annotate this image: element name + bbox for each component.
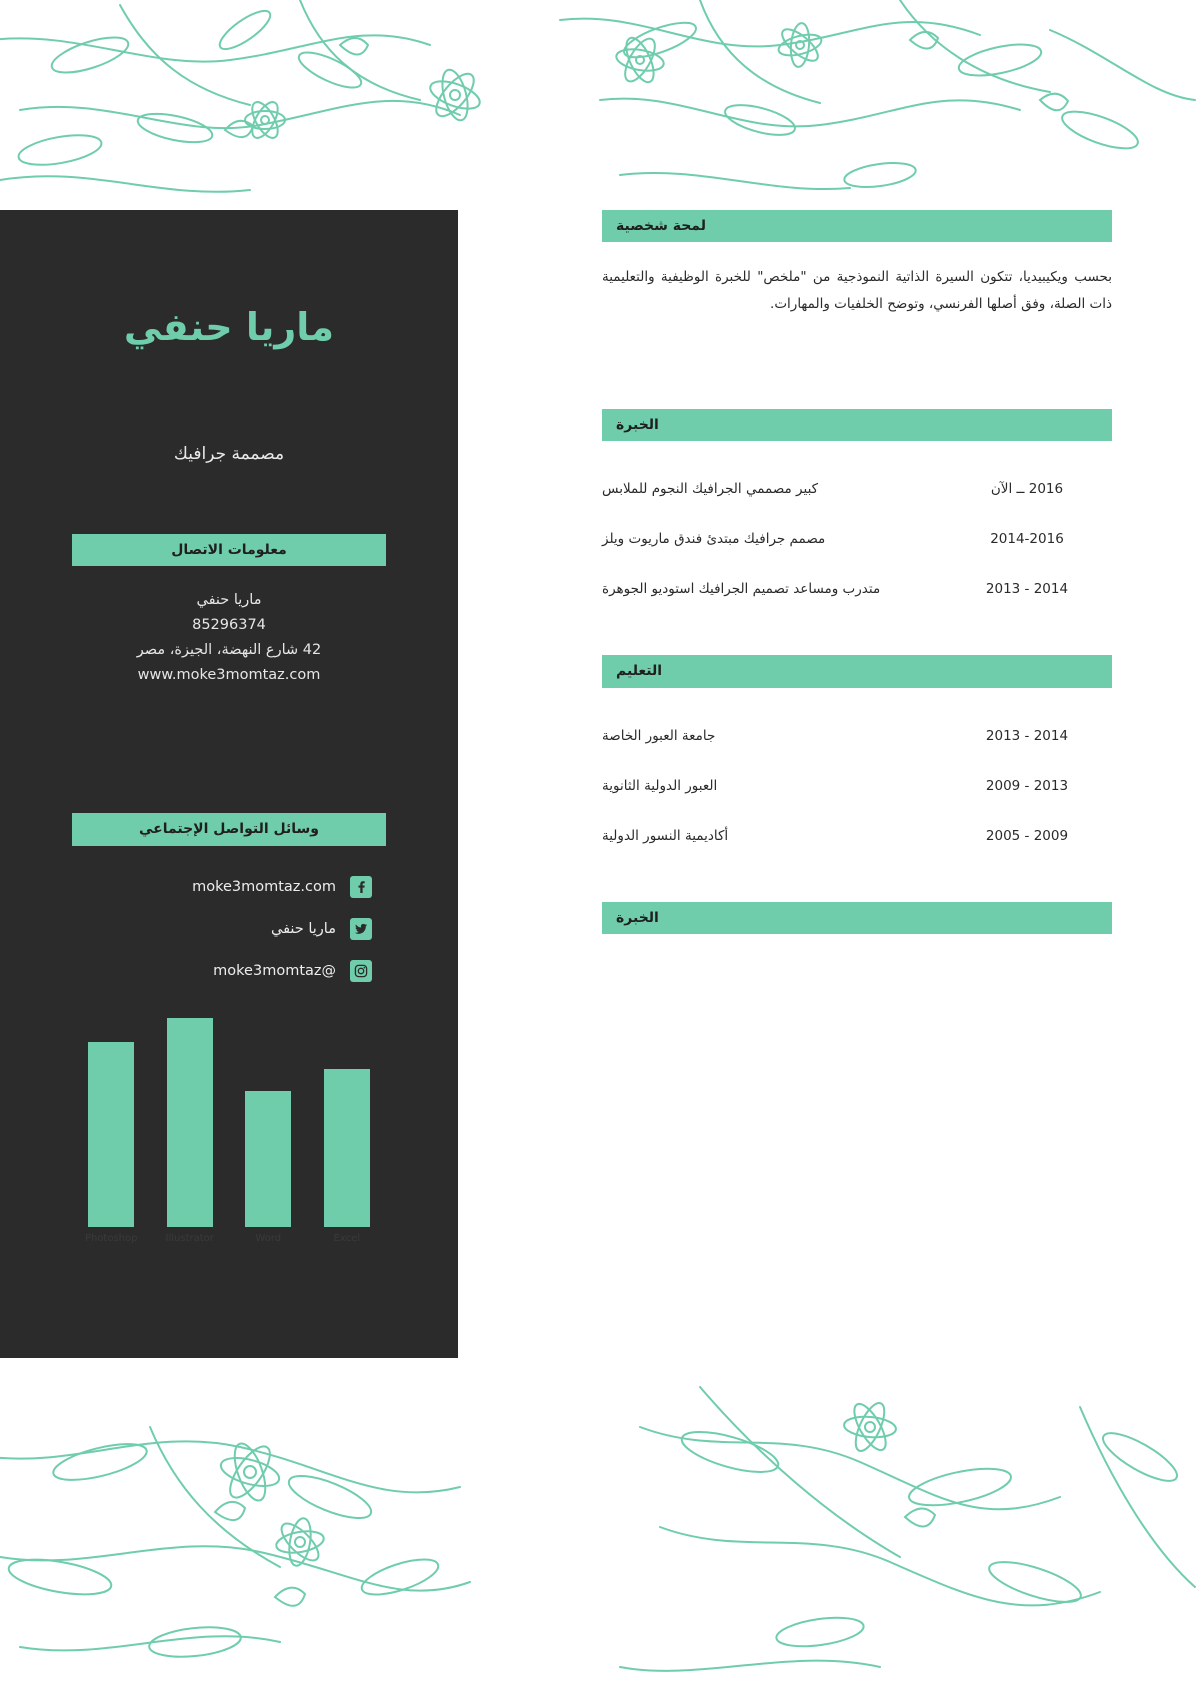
chart-bar-label: Illustrator [165, 1233, 214, 1244]
chart-plot-area [78, 1018, 380, 1244]
social-section-header: وسائل التواصل الإجتماعي [72, 813, 386, 845]
list-item [602, 728, 1112, 744]
social-label-facebook: moke3momtaz.com [192, 878, 336, 895]
chart-bar-group [78, 1018, 144, 1244]
chart-bar-group [314, 1018, 380, 1244]
contact-line-phone: 85296374 [192, 617, 266, 634]
chart-bar-label: Excel [333, 1233, 361, 1244]
profile-panel [0, 210, 458, 1358]
education-period: 2009 - 2013 [985, 777, 1069, 794]
spacer [602, 844, 1112, 902]
education-period: 2005 - 2009 [985, 827, 1069, 844]
twitter-icon [350, 918, 372, 940]
contact-section-header: معلومات الاتصال [72, 534, 386, 566]
education-period: 2013 - 2014 [985, 727, 1069, 744]
contact-details [0, 588, 458, 688]
experience-detail: مصمم جرافيك مبتدئ فندق ماريوت ويلز [602, 531, 826, 548]
experience-detail: كبير مصممي الجرافيك النجوم للملابس [602, 481, 819, 498]
summary-section-header: لمحة شخصية [602, 210, 1112, 242]
list-item [602, 828, 1112, 844]
list-item [602, 581, 1112, 597]
job-title: مصممة جرافيك [173, 444, 285, 464]
social-item-twitter[interactable] [0, 918, 372, 940]
list-item [602, 481, 1112, 497]
social-item-instagram[interactable] [0, 960, 372, 982]
chart-bar-group [235, 1018, 301, 1244]
chart-bar-group [157, 1018, 223, 1244]
spacer [602, 597, 1112, 655]
facebook-icon [350, 876, 372, 898]
chart-bar [324, 1069, 370, 1227]
page-title: ماريا حنفي [123, 305, 335, 349]
skills-bar-chart [0, 1010, 458, 1270]
experience-period: 2014-2016 [990, 531, 1064, 548]
education-detail: أكاديمية النسور الدولية [602, 827, 729, 844]
chart-bar [88, 1042, 134, 1227]
experience-period: 2016 ــ الآن [990, 481, 1064, 498]
education-section-header: التعليم [602, 655, 1112, 687]
social-links [0, 876, 458, 982]
summary-text: بحسب ويكيبيديا، تتكون السيرة الذاتية النموذجية من "ملخص" للخبرة الوظيفية والتعليمية ذات الصلة، وفق أصلها الفرنسي، وتوضح الخلفيات والمهارات. [602, 269, 1112, 312]
social-label-twitter: ماريا حنفي [270, 920, 336, 937]
spacer [602, 317, 1112, 409]
experience-section-header: الخبرة [602, 409, 1112, 441]
education-detail: جامعة العبور الخاصة [602, 727, 716, 744]
education-detail: العبور الدولية الثانوية [602, 777, 718, 794]
chart-bar [167, 1018, 213, 1227]
floral-decoration-bottom [0, 1367, 1200, 1697]
experience-detail: متدرب ومساعد تصميم الجرافيك استوديو الجوهرة [602, 581, 881, 598]
contact-line-address: 42 شارع النهضة، الجيزة، مصر [136, 642, 322, 659]
list-item [602, 531, 1112, 547]
floral-decoration-top [0, 0, 1200, 210]
chart-bar-label: Word [255, 1233, 282, 1244]
chart-bar-label: Photoshop [84, 1233, 138, 1244]
chart-bar [245, 1091, 291, 1227]
social-item-facebook[interactable] [0, 876, 372, 898]
resume-main-column [602, 210, 1112, 934]
instagram-icon [350, 960, 372, 982]
social-label-instagram: moke3momtaz@ [213, 962, 336, 979]
contact-line-name: ماريا حنفي [196, 592, 262, 609]
list-item [602, 778, 1112, 794]
experience-period: 2013 - 2014 [985, 581, 1069, 598]
contact-line-website[interactable]: www.moke3momtaz.com [137, 667, 321, 684]
skills-section-header: الخبرة [602, 902, 1112, 934]
